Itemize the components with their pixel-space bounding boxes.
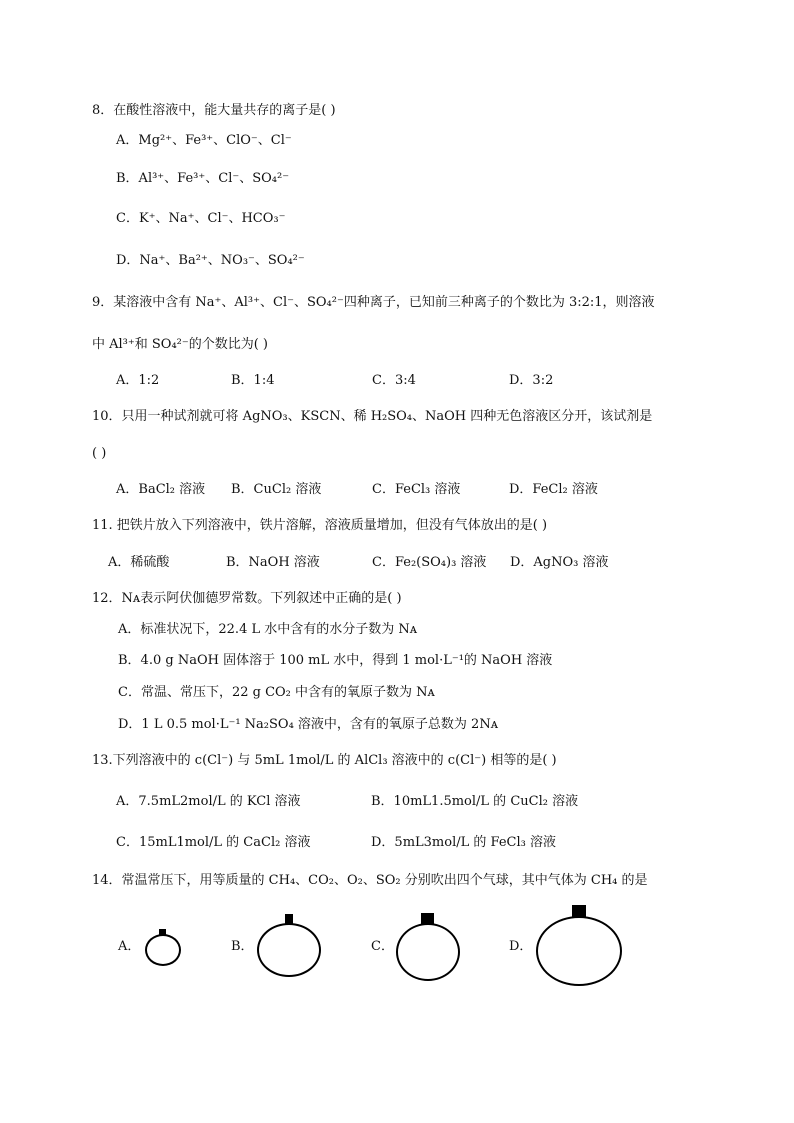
question-13-option-d: D．5mL3mol/L 的 FeCl₃ 溶液 [371,835,556,850]
question-8-option-b: B．Al³⁺、Fe³⁺、Cl⁻、SO₄²⁻ [116,171,290,186]
question-9-option-d: D．3:2 [509,373,554,388]
balloon-d-label: D． [509,939,533,954]
question-9-option-c: C．3:4 [372,373,416,388]
question-11-option-c: C．Fe₂(SO₄)₃ 溶液 [372,555,487,570]
question-8-option-d: D．Na⁺、Ba²⁺、NO₃⁻、SO₄²⁻ [116,253,305,268]
balloon-d [536,916,622,986]
question-9-stem-continued: 中 Al³⁺和 SO₄²⁻的个数比为( ) [92,337,269,352]
question-10-option-b: B．CuCl₂ 溶液 [231,482,322,497]
question-13-stem: 13.下列溶液中的 c(Cl⁻) 与 5mL 1mol/L 的 AlCl₃ 溶液中的 c(Cl⁻) 相等的是( ) [92,753,557,768]
question-9-option-a: A．1:2 [116,373,160,388]
question-8-stem: 8．在酸性溶液中，能大量共存的离子是( ) [92,103,336,118]
question-14-stem: 14．常温常压下，用等质量的 CH₄、CO₂、O₂、SO₂ 分别吹出四个气球，其中气体为 CH₄ 的是 [92,873,648,888]
question-12-option-b: B．4.0 g NaOH 固体溶于 100 mL 水中，得到 1 mol·L⁻¹的 NaOH 溶液 [118,653,553,668]
question-10-stem: 10．只用一种试剂就可将 AgNO₃、KSCN、稀 H₂SO₄、NaOH 四种无色溶液区分开，该试剂是 [92,409,653,424]
question-12-option-d: D．1 L 0.5 mol·L⁻¹ Na₂SO₄ 溶液中，含有的氧原子总数为 2Nᴀ [118,717,499,732]
balloon-a-label: A． [118,939,141,954]
balloon-c-label: C． [371,939,394,954]
question-13-option-b: B．10mL1.5mol/L 的 CuCl₂ 溶液 [371,794,579,809]
question-9-stem: 9．某溶液中含有 Na⁺、Al³⁺、Cl⁻、SO₄²⁻四种离子，已知前三种离子的个数比为 3:2:1，则溶液 [92,295,655,310]
question-8-option-c: C．K⁺、Na⁺、Cl⁻、HCO₃⁻ [116,211,286,226]
question-9-option-b: B．1:4 [231,373,275,388]
question-10-stem-continued: ( ) [92,446,107,461]
question-11-stem: 11. 把铁片放入下列溶液中，铁片溶解，溶液质量增加，但没有气体放出的是( ) [92,518,548,533]
question-12-option-a: A．标准状况下，22.4 L 水中含有的水分子数为 Nᴀ [118,622,418,637]
question-13-option-c: C．15mL1mol/L 的 CaCl₂ 溶液 [116,835,311,850]
balloon-b-label: B． [231,939,254,954]
question-8-option-a: A．Mg²⁺、Fe³⁺、ClO⁻、Cl⁻ [116,133,292,148]
question-11-option-d: D．AgNO₃ 溶液 [510,555,609,570]
balloon-a [145,934,181,966]
question-12-option-c: C．常温、常压下，22 g CO₂ 中含有的氧原子数为 Nᴀ [118,685,435,700]
question-11-option-b: B．NaOH 溶液 [226,555,320,570]
balloon-b [257,923,321,977]
question-10-option-a: A．BaCl₂ 溶液 [116,482,206,497]
question-12-stem: 12．Nᴀ表示阿伏伽德罗常数。下列叙述中正确的是( ) [92,591,402,606]
question-10-option-d: D．FeCl₂ 溶液 [509,482,598,497]
question-13-option-a: A．7.5mL2mol/L 的 KCl 溶液 [116,794,301,809]
balloon-c [396,923,460,981]
question-11-option-a: A．稀硫酸 [108,555,170,570]
question-10-option-c: C．FeCl₃ 溶液 [372,482,461,497]
